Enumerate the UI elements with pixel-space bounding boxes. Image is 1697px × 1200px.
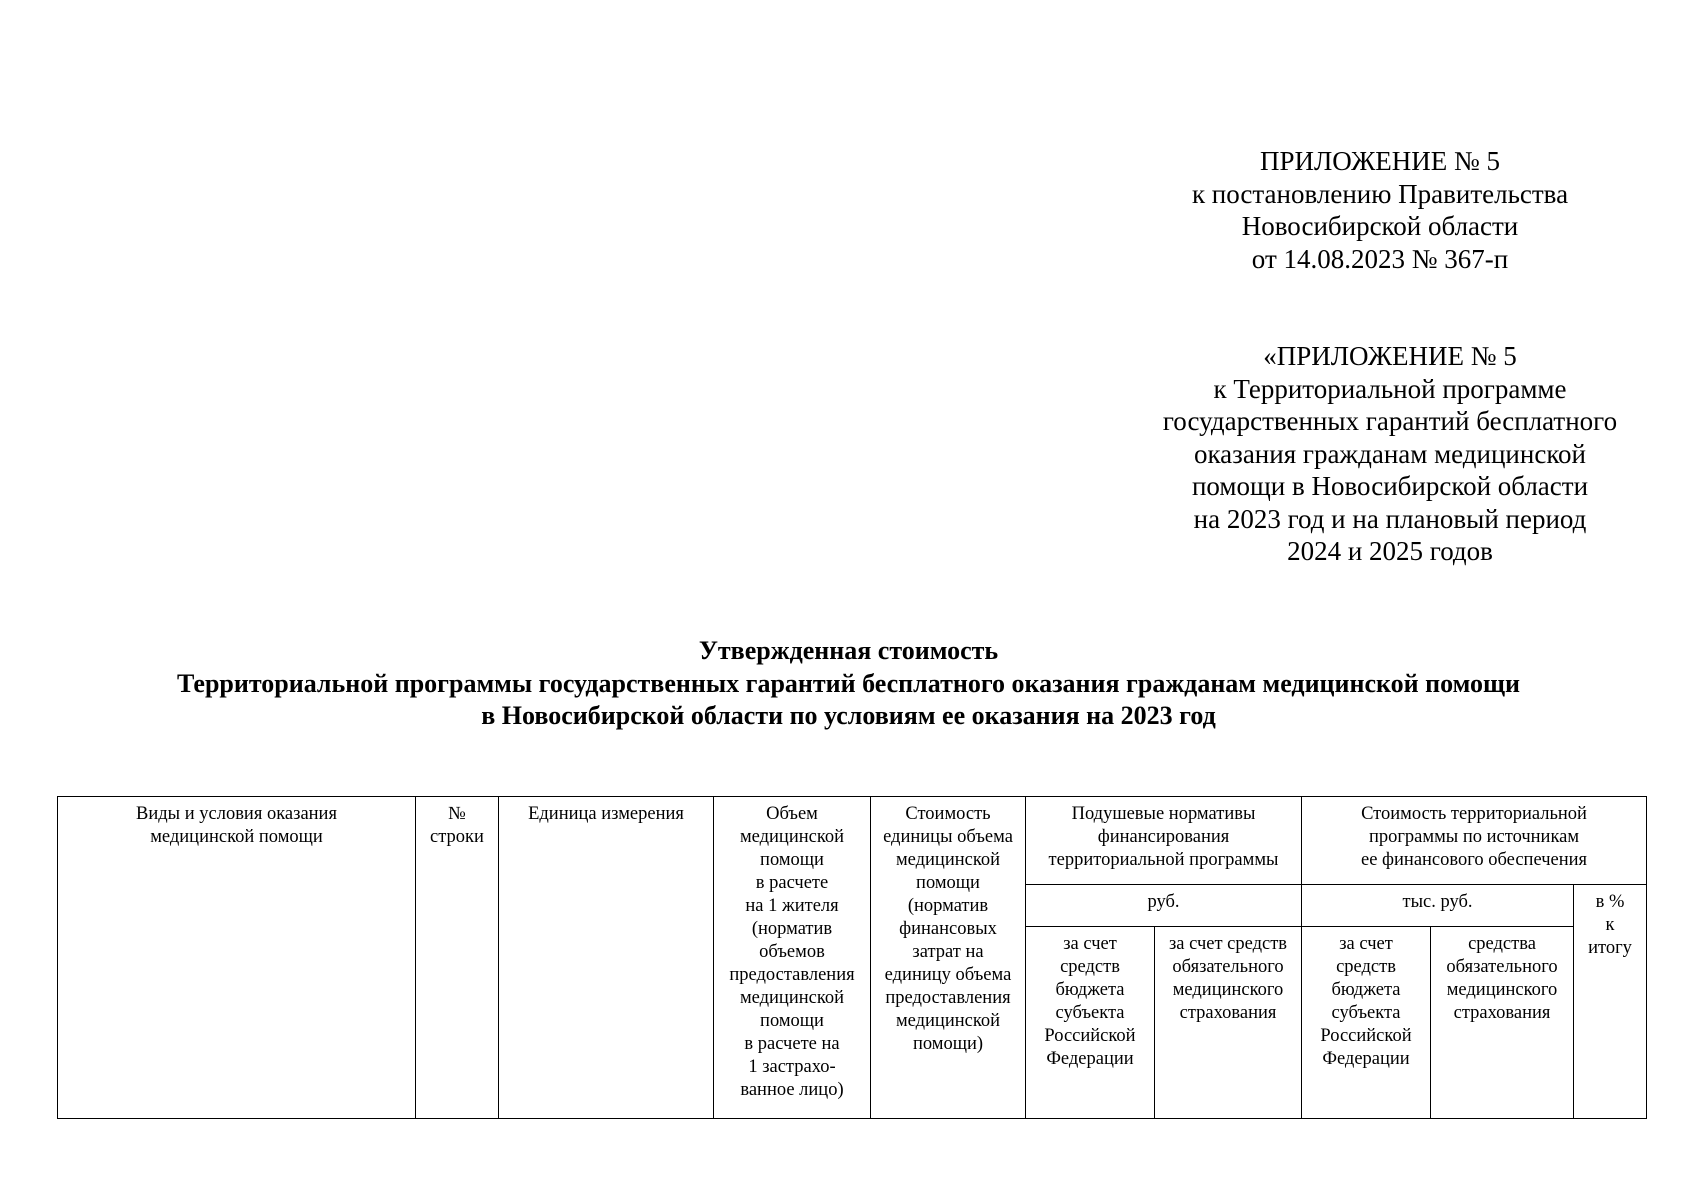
header-cell-budget-rub: [1026, 927, 1155, 1119]
program-appendix-line: «ПРИЛОЖЕНИЕ № 5: [1263, 341, 1517, 371]
header-budget-thousand: за счет средств бюджета субъекта Российской Федерации: [1320, 934, 1412, 1069]
header-per-capita-group: Подушевые нормативы финансирования территориальной программы: [1048, 804, 1279, 870]
document-title-line: Утвержденная стоимость: [698, 636, 999, 665]
document-title: [0, 635, 1697, 733]
header-cell-program-cost-group: [1302, 797, 1647, 885]
header-cell-budget-thousand: [1302, 927, 1431, 1119]
program-appendix-line: к Территориальной программе: [1213, 373, 1567, 404]
header-cell-volume: [714, 797, 871, 1119]
header-rub: руб.: [1147, 892, 1180, 912]
program-appendix-block: [1120, 340, 1660, 568]
header-cell-unit: [499, 797, 714, 1119]
decree-appendix-line: ПРИЛОЖЕНИЕ № 5: [1259, 146, 1501, 176]
header-oms-thousand: средства обязательного медицинского страхования: [1446, 934, 1558, 1023]
document-title-line: в Новосибирской области по условиям ее оказания на 2023 год: [481, 701, 1216, 730]
header-cell-per-capita-group: [1026, 797, 1302, 885]
header-unit: Единица измерения: [528, 804, 684, 824]
header-cell-row-number: [416, 797, 499, 1119]
program-appendix-line: оказания гражданам медицинской: [1193, 438, 1587, 469]
program-appendix-line: 2024 и 2025 годов: [1287, 536, 1493, 566]
header-budget-rub: за счет средств бюджета субъекта Российской Федерации: [1044, 934, 1136, 1069]
document-title-line: Территориальной программы государственных гарантий бесплатного оказания гражданам медицинской помощи: [177, 668, 1520, 698]
program-appendix-line: государственных гарантий бесплатного: [1162, 406, 1618, 436]
header-cell-oms-rub: [1155, 927, 1302, 1119]
header-cell-thousand-rub: [1302, 885, 1574, 927]
header-row-number: № строки: [430, 804, 484, 847]
program-cost-table: [57, 796, 1647, 1119]
header-thousand-rub: тыс. руб.: [1402, 892, 1473, 912]
program-appendix-line: помощи в Новосибирской области: [1191, 471, 1589, 501]
header-types-conditions: Виды и условия оказания медицинской помощи: [136, 804, 337, 847]
header-cell-types-conditions: [58, 797, 416, 1119]
header-oms-rub: за счет средств обязательного медицинского страхования: [1168, 934, 1288, 1023]
decree-appendix-line: Новосибирской области: [1241, 211, 1519, 241]
decree-appendix-block: [1180, 145, 1580, 275]
header-cell-percent: [1574, 885, 1647, 1119]
header-volume: Объем медицинской помощи в расчете на 1 жителя (норматив объемов предоставления медицинской помощи в расчете на 1 застрахо- ванное лицо): [729, 804, 855, 1100]
header-unit-cost: Стоимость единицы объема медицинской помощи (норматив финансовых затрат на единицу объема предоставления медицинской помощи): [883, 804, 1013, 1054]
header-cell-rub: [1026, 885, 1302, 927]
program-appendix-line: на 2023 год и на плановый период: [1193, 503, 1587, 534]
header-cell-unit-cost: [871, 797, 1026, 1119]
decree-appendix-line: к постановлению Правительства: [1191, 178, 1569, 209]
header-percent: в % к итогу: [1588, 892, 1632, 958]
decree-appendix-line: от 14.08.2023 № 367-п: [1251, 243, 1509, 274]
header-program-cost-group: Стоимость территориальной программы по источникам ее финансового обеспечения: [1360, 804, 1588, 870]
header-cell-oms-thousand: [1431, 927, 1574, 1119]
